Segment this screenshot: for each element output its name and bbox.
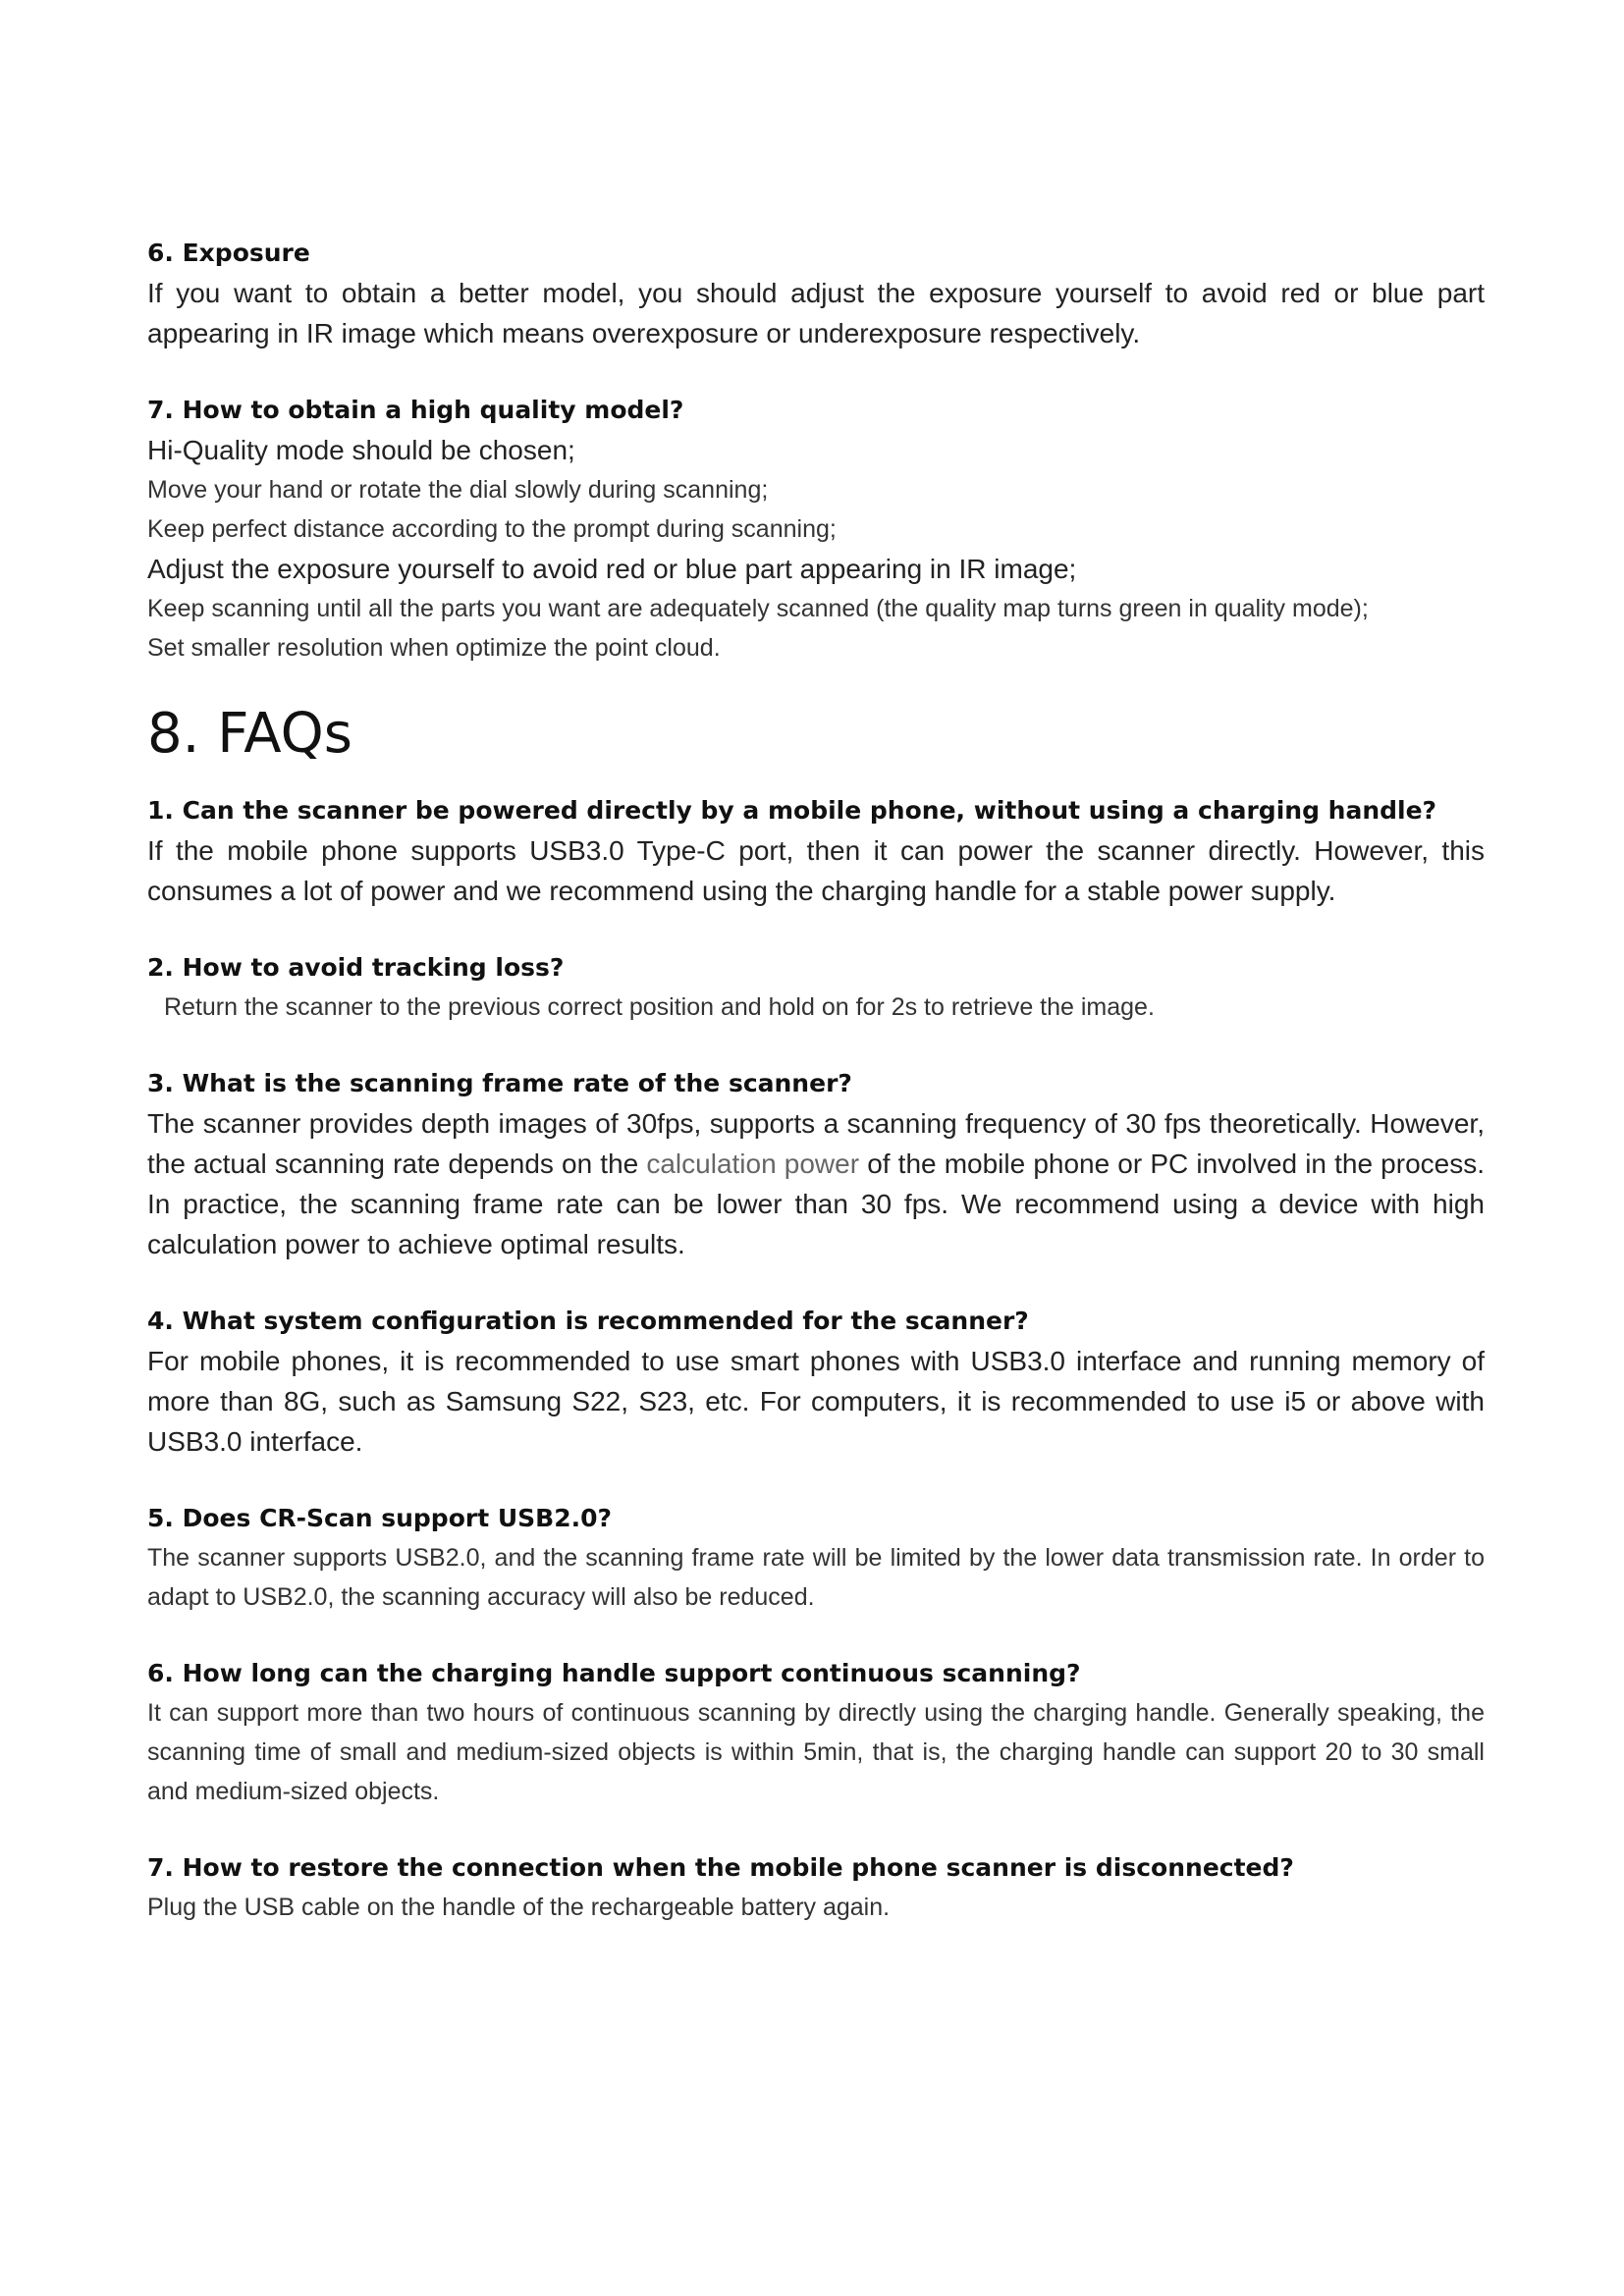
exposure-heading: 6. Exposure	[147, 239, 310, 267]
faq-question: 7. How to restore the connection when the mobile phone scanner is disconnected?	[147, 1853, 1294, 1882]
spacer	[147, 1617, 1485, 1654]
faq-question: 3. What is the scanning frame rate of the scanner?	[147, 1069, 852, 1097]
spacer	[147, 1027, 1485, 1064]
exposure-text: If you want to obtain a better model, you should adjust the exposure yourself to avoid red or blue part appearing in IR image which means overexposure or underexposure respectively.	[147, 278, 1485, 348]
faq-answer: If the mobile phone supports USB3.0 Type-C port, then it can power the scanner directly. However, this consumes a lot of power and we recommend using the charging handle for a stable power supply.	[147, 835, 1485, 906]
spacer	[147, 1811, 1485, 1848]
faqs-title: 8. FAQs	[147, 702, 352, 766]
faq-answer: Plug the USB cable on the handle of the rechargeable battery again.	[147, 1894, 891, 1921]
spacer	[147, 353, 1485, 391]
spacer	[147, 911, 1485, 948]
faq-question: 5. Does CR-Scan support USB2.0?	[147, 1504, 613, 1532]
quality-line: Keep scanning until all the parts you want are adequately scanned (the quality map turns green in quality mode);	[147, 595, 1369, 622]
quality-line: Hi-Quality mode should be chosen;	[147, 435, 575, 465]
faq-answer: Return the scanner to the previous correct position and hold on for 2s to retrieve the image.	[164, 993, 1155, 1021]
faq-question: 6. How long can the charging handle support continuous scanning?	[147, 1659, 1081, 1687]
faq-answer: The scanner supports USB2.0, and the scanning frame rate will be limited by the lower data transmission rate. In order to adapt to USB2.0, the scanning accuracy will also be reduced.	[147, 1544, 1485, 1611]
faq-answer	[147, 1103, 1485, 1264]
quality-heading: 7. How to obtain a high quality model?	[147, 396, 684, 424]
faq-answer-part: The scanner provides depth images of 30fps, supports a scanning frequency of 30 fps theoretically. However, the actual scanning rate depends on the	[147, 1108, 1485, 1179]
document-page	[147, 234, 1485, 1927]
spacer	[147, 1264, 1485, 1302]
quality-line: Keep perfect distance according to the prompt during scanning;	[147, 515, 837, 543]
spacer	[147, 1462, 1485, 1499]
quality-line: Adjust the exposure yourself to avoid red or blue part appearing in IR image;	[147, 554, 1077, 584]
faq-question: 4. What system configuration is recommended for the scanner?	[147, 1307, 1029, 1335]
quality-line: Set smaller resolution when optimize the point cloud.	[147, 634, 721, 662]
faq-question: 2. How to avoid tracking loss?	[147, 953, 565, 982]
quality-line: Move your hand or rotate the dial slowly during scanning;	[147, 476, 769, 504]
faq-answer-highlight: calculation power	[646, 1148, 860, 1179]
faq-answer: It can support more than two hours of continuous scanning by directly using the charging handle. Generally speaking, the scanning time of small and medium-sized objects is within 5min, that is, the charging handle can support 20 to 30 small and medium-sized objects.	[147, 1699, 1485, 1805]
faq-answer-part: of the mobile phone or PC involved in the process. In practice, the scanning frame rate can be lower than 30 fps. We recommend using a device with high calculation power to achieve optimal results.	[147, 1148, 1485, 1259]
faq-answer: For mobile phones, it is recommended to use smart phones with USB3.0 interface and running memory of more than 8G, such as Samsung S22, S23, etc. For computers, it is recommended to use i5 or above with USB3.0 interface.	[147, 1346, 1485, 1457]
faq-question: 1. Can the scanner be powered directly by a mobile phone, without using a charging handle?	[147, 796, 1437, 825]
